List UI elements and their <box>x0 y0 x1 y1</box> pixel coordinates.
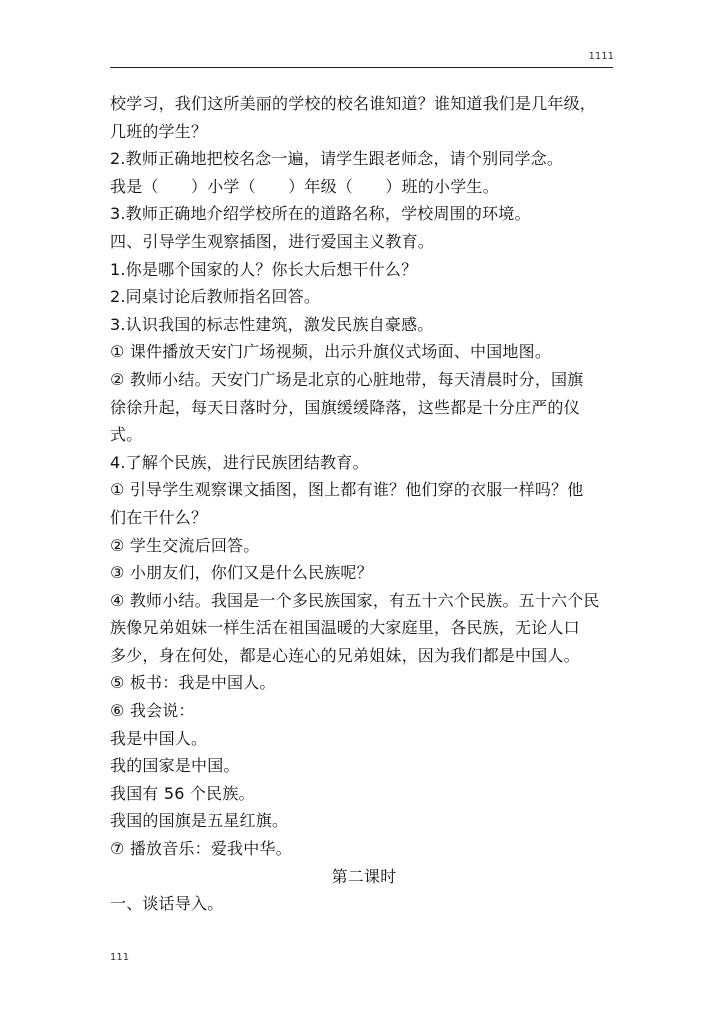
paragraph-line: 多少，身在何处，都是心连心的兄弟姐妹，因为我们都是中国人。 <box>110 645 580 665</box>
paragraph-line: 1.你是哪个国家的人？你长大后想干什么？ <box>110 259 418 279</box>
section-heading: 四、引导学生观察插图，进行爱国主义教育。 <box>110 231 435 251</box>
paragraph-line: ① 课件播放天安门广场视频，出示升旗仪式场面、中国地图。 <box>110 342 552 362</box>
paragraph-line: 4.了解个民族，进行民族团结教育。 <box>110 452 369 472</box>
header-rule <box>110 67 613 68</box>
paragraph-line: 2.同桌讨论后教师指名回答。 <box>110 287 321 307</box>
footer-page-number: 111 <box>110 952 130 963</box>
paragraph-line: 式。 <box>110 425 143 445</box>
paragraph-line: 族像兄弟姐妹一样生活在祖国温暖的大家庭里，各民族，无论人口 <box>110 618 580 638</box>
paragraph-line: ⑥ 我会说： <box>110 701 195 721</box>
paragraph-line: ① 引导学生观察课文插图，图上都有谁？他们穿的衣服一样吗？他 <box>110 480 584 500</box>
paragraph-line: 我国的国旗是五星红旗。 <box>110 811 289 831</box>
paragraph-line: ⑤ 板书：我是中国人。 <box>110 673 276 693</box>
paragraph-line: 我是中国人。 <box>110 728 208 748</box>
paragraph-line: 我的国家是中国。 <box>110 756 240 776</box>
lesson-title: 第二课时 <box>331 866 397 886</box>
paragraph-line: 们在干什么？ <box>110 507 208 527</box>
paragraph-line: 3.认识我国的标志性建筑，激发民族自豪感。 <box>110 314 434 334</box>
paragraph-line: ② 学生交流后回答。 <box>110 535 260 555</box>
paragraph-line: ④ 教师小结。我国是一个多民族国家，有五十六个民族。五十六个民 <box>110 590 600 610</box>
paragraph-line: 我国有 56 个民族。 <box>110 783 255 803</box>
paragraph-line: ③ 小朋友们，你们又是什么民族呢？ <box>110 563 373 583</box>
paragraph-line: ⑦ 播放音乐：爱我中华。 <box>110 839 292 859</box>
paragraph-line: ② 教师小结。天安门广场是北京的心脏地带，每天清晨时分，国旗 <box>110 369 584 389</box>
section-heading: 一、谈话导入。 <box>110 894 224 914</box>
document-body <box>110 90 618 918</box>
paragraph-line: 2.教师正确地把校名念一遍，请学生跟老师念，请个别同学念。 <box>110 149 564 169</box>
paragraph-line: 几班的学生？ <box>110 121 208 141</box>
paragraph-line: 3.教师正确地介绍学校所在的道路名称，学校周围的环境。 <box>110 204 531 224</box>
header-page-number: 1111 <box>588 51 614 62</box>
paragraph-line: 徐徐升起，每天日落时分，国旗缓缓降落，这些都是十分庄严的仪 <box>110 397 580 417</box>
paragraph-line: 校学习，我们这所美丽的学校的校名谁知道？谁知道我们是几年级， <box>110 94 597 113</box>
paragraph-line: 我是（ ）小学（ ）年级（ ）班的小学生。 <box>110 176 499 196</box>
